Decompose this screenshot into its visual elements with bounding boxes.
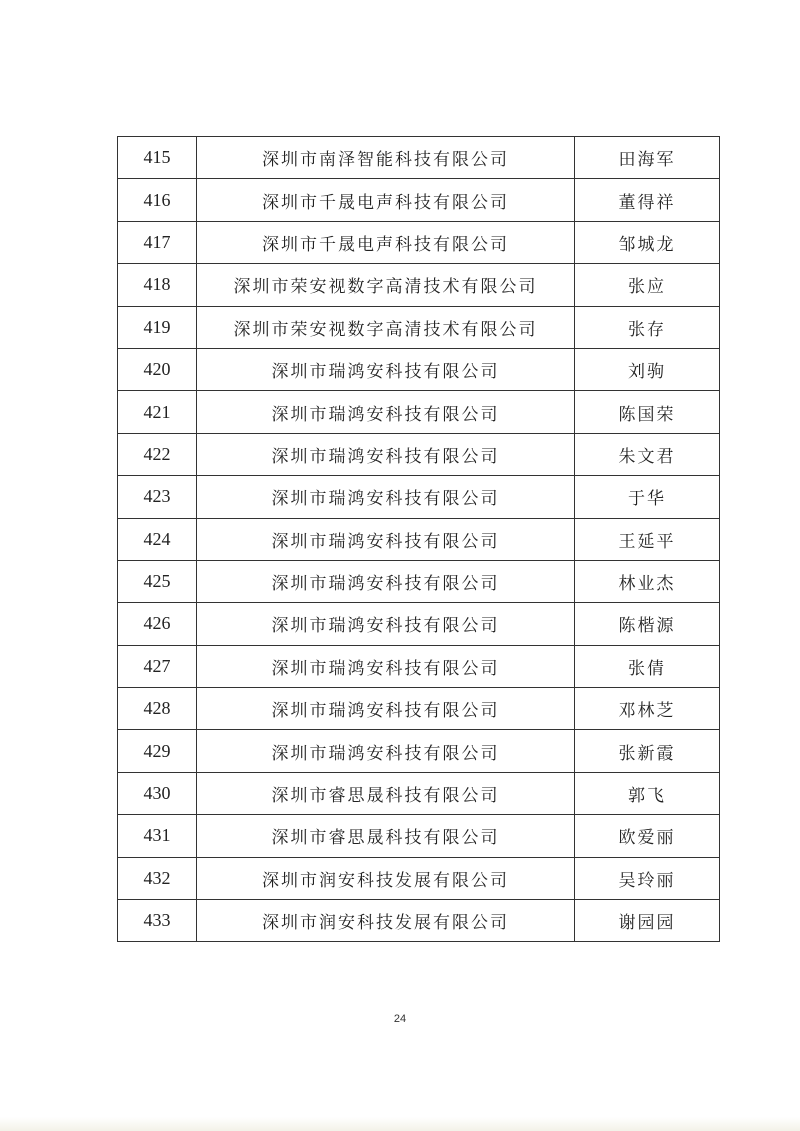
table-row — [118, 560, 720, 602]
person-name-cell: 邹城龙 — [575, 221, 720, 263]
row-number-cell: 416 — [118, 179, 197, 221]
roster-table — [117, 136, 720, 942]
person-name-cell: 欧爱丽 — [575, 815, 720, 857]
company-name-cell: 深圳市瑞鸿安科技有限公司 — [197, 433, 575, 475]
row-number-cell: 419 — [118, 306, 197, 348]
row-number-cell: 429 — [118, 730, 197, 772]
table-row — [118, 518, 720, 560]
company-name-cell: 深圳市千晟电声科技有限公司 — [197, 179, 575, 221]
row-number-cell: 415 — [118, 137, 197, 179]
page-number: 24 — [393, 1013, 407, 1025]
row-number-cell: 433 — [118, 900, 197, 942]
roster-table-body — [118, 137, 720, 942]
row-number-cell: 426 — [118, 603, 197, 645]
table-row — [118, 857, 720, 899]
table-row — [118, 306, 720, 348]
table-row — [118, 772, 720, 814]
company-name-cell: 深圳市荣安视数字高清技术有限公司 — [197, 264, 575, 306]
company-name-cell: 深圳市荣安视数字高清技术有限公司 — [197, 306, 575, 348]
company-name-cell: 深圳市润安科技发展有限公司 — [197, 900, 575, 942]
company-name-cell: 深圳市瑞鸿安科技有限公司 — [197, 518, 575, 560]
row-number-cell: 425 — [118, 560, 197, 602]
person-name-cell: 邓林芝 — [575, 688, 720, 730]
person-name-cell: 陈国荣 — [575, 391, 720, 433]
person-name-cell: 张倩 — [575, 645, 720, 687]
row-number-cell: 421 — [118, 391, 197, 433]
person-name-cell: 谢园园 — [575, 900, 720, 942]
person-name-cell: 吴玲丽 — [575, 857, 720, 899]
row-number-cell: 430 — [118, 772, 197, 814]
table-row — [118, 137, 720, 179]
person-name-cell: 郭飞 — [575, 772, 720, 814]
table-row — [118, 688, 720, 730]
person-name-cell: 朱文君 — [575, 433, 720, 475]
company-name-cell: 深圳市瑞鸿安科技有限公司 — [197, 391, 575, 433]
table-row — [118, 900, 720, 942]
scan-edge-decoration — [0, 1117, 800, 1131]
person-name-cell: 于华 — [575, 476, 720, 518]
company-name-cell: 深圳市瑞鸿安科技有限公司 — [197, 560, 575, 602]
person-name-cell: 张存 — [575, 306, 720, 348]
table-row — [118, 179, 720, 221]
company-name-cell: 深圳市南泽智能科技有限公司 — [197, 137, 575, 179]
table-row — [118, 815, 720, 857]
row-number-cell: 424 — [118, 518, 197, 560]
person-name-cell: 陈楷源 — [575, 603, 720, 645]
company-name-cell: 深圳市瑞鸿安科技有限公司 — [197, 603, 575, 645]
company-name-cell: 深圳市润安科技发展有限公司 — [197, 857, 575, 899]
row-number-cell: 427 — [118, 645, 197, 687]
company-name-cell: 深圳市瑞鸿安科技有限公司 — [197, 730, 575, 772]
person-name-cell: 张新霞 — [575, 730, 720, 772]
person-name-cell: 董得祥 — [575, 179, 720, 221]
company-name-cell: 深圳市瑞鸿安科技有限公司 — [197, 348, 575, 390]
company-name-cell: 深圳市瑞鸿安科技有限公司 — [197, 688, 575, 730]
row-number-cell: 422 — [118, 433, 197, 475]
table-row — [118, 348, 720, 390]
person-name-cell: 张应 — [575, 264, 720, 306]
table-row — [118, 264, 720, 306]
table-row — [118, 603, 720, 645]
row-number-cell: 417 — [118, 221, 197, 263]
row-number-cell: 431 — [118, 815, 197, 857]
table-row — [118, 730, 720, 772]
company-name-cell: 深圳市瑞鸿安科技有限公司 — [197, 476, 575, 518]
table-row — [118, 433, 720, 475]
table-row — [118, 476, 720, 518]
row-number-cell: 418 — [118, 264, 197, 306]
row-number-cell: 432 — [118, 857, 197, 899]
company-name-cell: 深圳市千晟电声科技有限公司 — [197, 221, 575, 263]
row-number-cell: 420 — [118, 348, 197, 390]
company-name-cell: 深圳市睿思晟科技有限公司 — [197, 815, 575, 857]
row-number-cell: 428 — [118, 688, 197, 730]
table-row — [118, 221, 720, 263]
row-number-cell: 423 — [118, 476, 197, 518]
company-name-cell: 深圳市睿思晟科技有限公司 — [197, 772, 575, 814]
person-name-cell: 田海军 — [575, 137, 720, 179]
person-name-cell: 刘驹 — [575, 348, 720, 390]
table-row — [118, 391, 720, 433]
company-name-cell: 深圳市瑞鸿安科技有限公司 — [197, 645, 575, 687]
table-row — [118, 645, 720, 687]
person-name-cell: 王延平 — [575, 518, 720, 560]
person-name-cell: 林业杰 — [575, 560, 720, 602]
